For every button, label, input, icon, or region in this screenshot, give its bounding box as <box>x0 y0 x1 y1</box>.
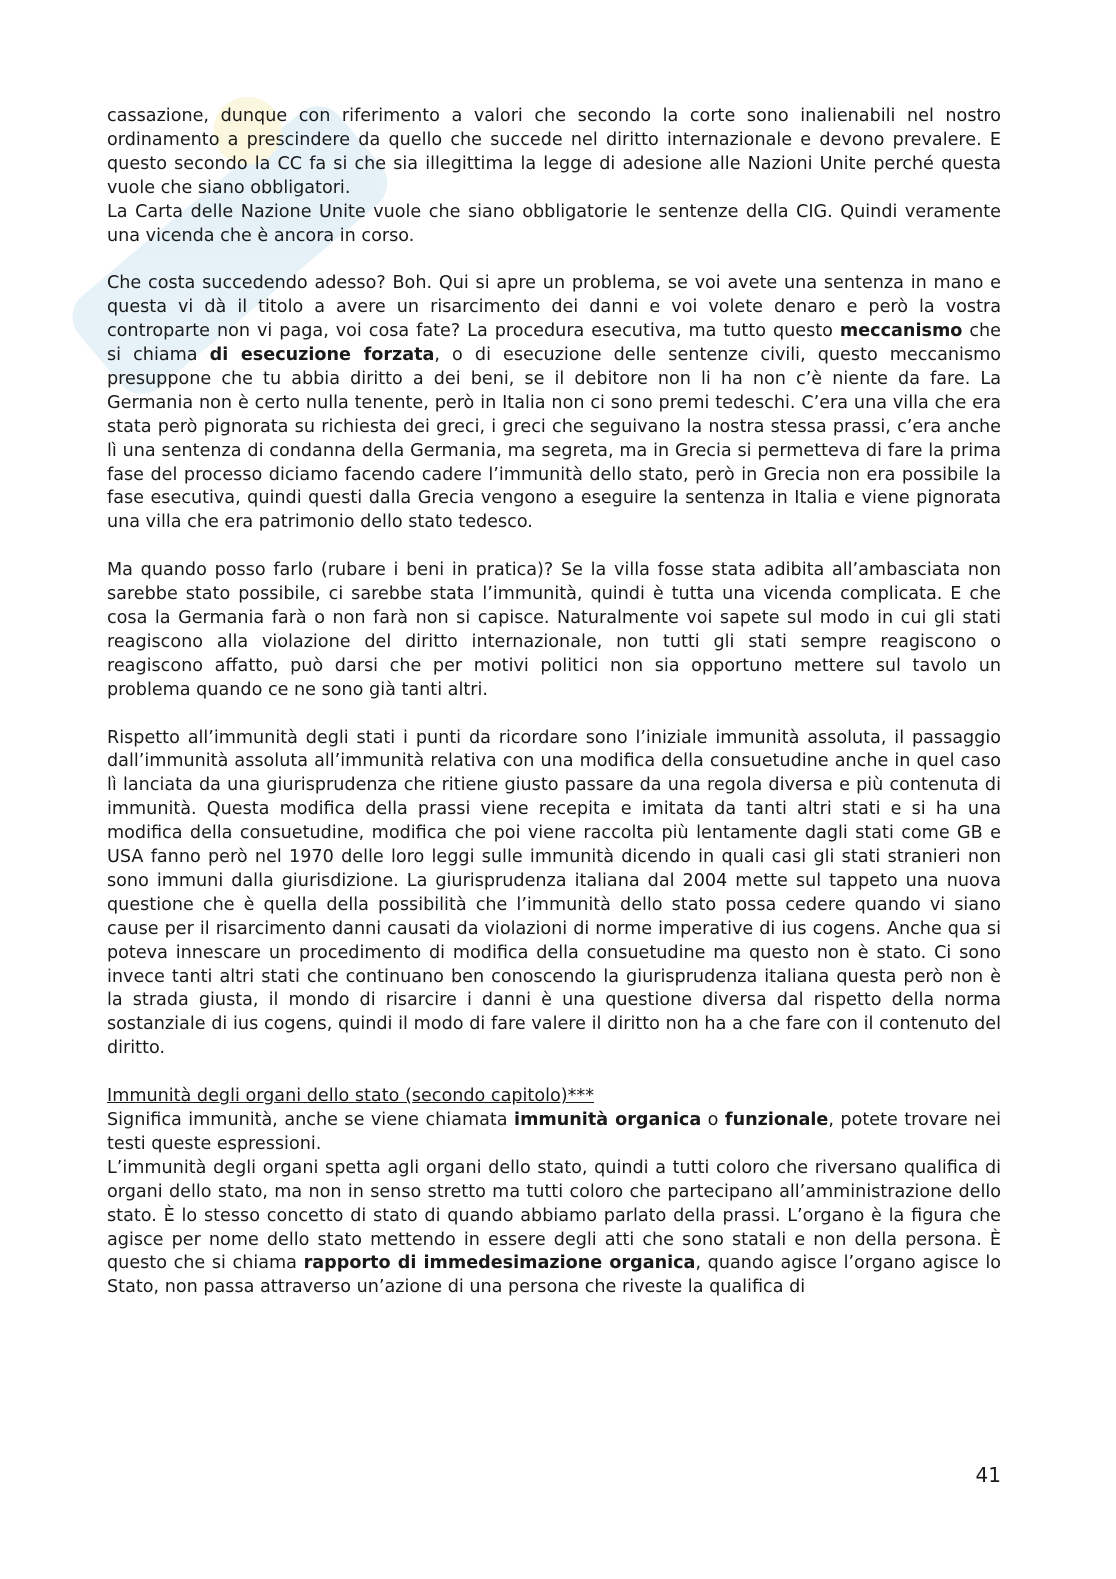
text-run: Significa immunità, anche se viene chiamata <box>107 1110 515 1130</box>
bold-term: immunità organica <box>514 1110 702 1130</box>
page-number: 41 <box>975 1463 1001 1487</box>
paragraph-5 <box>107 727 1001 1062</box>
text-run: , o di esecuzione delle sentenze civili, questo meccanismo presuppone che tu abbia diritto a dei beni, se il debitore non li ha non c’è niente da fare. La Germania non è certo nulla tenente, però in Italia non ci sono premi tedeschi. C’era una villa che era stata però pignorata su richiesta dei greci, i greci che seguivano la nostra stessa prassi, c’era anche lì una sentenza di condanna della Germania, ma segreta, ma in Grecia si permetteva di fare la prima fase del processo diciamo facendo cadere l’immunità dello stato, però in Grecia non era possibile la fase esecutiva, quindi questi dalla Grecia vengono a eseguire la sentenza in Italia e viene pignorata una villa che era patrimonio dello stato tedesco. <box>107 345 1001 533</box>
text-run: , quando agisce l’organo agisce lo Stato, non passa attraverso un’azione di una persona che riveste la qualifica di <box>107 1253 1001 1298</box>
text-run: , potete trovare nei testi queste espressioni. <box>107 1110 1001 1154</box>
text-run: che si chiama <box>107 321 1001 366</box>
text-run: La Carta delle Nazione Unite vuole che siano obbligatorie le sentenze della CIG. Quindi veramente una vicenda che è ancora in corso. <box>107 201 1001 246</box>
bold-term: funzionale <box>724 1110 829 1130</box>
section-heading: Immunità degli organi dello stato (secondo capitolo)*** <box>107 1086 594 1107</box>
bold-term: meccanismo <box>839 321 963 342</box>
bold-term: di esecuzione forzata <box>209 345 435 366</box>
text-run: o <box>701 1110 725 1130</box>
text-run: cassazione, dunque con riferimento a valori che secondo la corte sono inalienabili nel nostro ordinamento a prescindere da quello che succede nel diritto internazionale e devono prevalere. E questo secondo la CC fa si che sia illegittima la legge di adesione alle Nazioni Unite perché questa vuole che siano obbligatori. <box>107 106 1001 198</box>
paragraph-3 <box>107 272 1001 535</box>
text-run: L’immunità degli organi spetta agli organi dello stato, quindi a tutti coloro che riversano qualifica di organi dello stato, ma non in senso stretto ma tutti coloro che partecipano all’amministrazione dello stato. È lo stesso concetto di stato di quando abbiamo parlato della prassi. L’organo è la figura che agisce per nome dello stato mettendo in essere degli atti che sono statali e non della persona. È questo che si chiama <box>107 1157 1001 1274</box>
paragraph-6 <box>107 1109 1001 1157</box>
paragraph-1 <box>107 105 1001 201</box>
bold-term: rapporto di immedesimazione organica <box>303 1253 696 1274</box>
text-run: Rispetto all’immunità degli stati i punti da ricordare sono l’iniziale immunità assoluta, il passaggio dall’immunità assoluta all’immunità relativa con una modifica della consuetudine anche in quel caso lì lanciata da una giurisprudenza che ritiene giusto passare da una regola diversa e più contenuta di immunità. Questa modifica della prassi viene recepita e imitata da tanti altri stati e si ha una modifica della consuetudine, modifica che poi viene raccolta più lentamente dagli stati come GB e USA fanno però nel 1970 delle loro leggi sulle immunità dicendo in quali casi gli stati stranieri non sono immuni dalla giurisdizione. La giurisprudenza italiana dal 2004 mette sul tappeto una nuova questione che è quella della possibilità che l’immunità dello stato possa cedere quando vi siano cause per il risarcimento danni causati da violazioni di norme imperative di ius cogens. Anche qua si poteva innescare un procedimento di modifica della consuetudine ma questo non è stato. Ci sono invece tanti altri stati che continuano ben conoscendo la giurisprudenza italiana questa però non è la strada giusta, il mondo di risarcire i danni è una questione diversa dal rispetto della norma sostanziale di ius cogens, quindi il modo di fare valere il diritto non ha a che fare con il contenuto del diritto. <box>107 727 1001 1059</box>
text-run: Ma quando posso farlo (rubare i beni in pratica)? Se la villa fosse stata adibita all’ambasciata non sarebbe stato possibile, ci sarebbe stata l’immunità, quindi è tutta una vicenda complicata. E che cosa la Germania farà o non farà non si capisce. Naturalmente voi sapete sul modo in cui gli stati reagiscono alla violazione del diritto internazionale, non tutti gli stati sempre reagiscono o reagiscono affatto, può darsi che per motivi politici non sia opportuno mettere sul tavolo un problema quando ce ne sono già tanti altri. <box>107 560 1001 700</box>
document-page <box>107 105 1001 1300</box>
paragraph-7 <box>107 1157 1001 1300</box>
paragraph-4 <box>107 559 1001 702</box>
text-run: Che costa succedendo adesso? Boh. Qui si apre un problema, se voi avete una sentenza in mano e questa vi dà il titolo a avere un risarcimento dei danni e voi volete denaro e però la vostra controparte non vi paga, voi cosa fate? La procedura esecutiva, ma tutto questo <box>107 273 1001 342</box>
paragraph-2 <box>107 201 1001 249</box>
